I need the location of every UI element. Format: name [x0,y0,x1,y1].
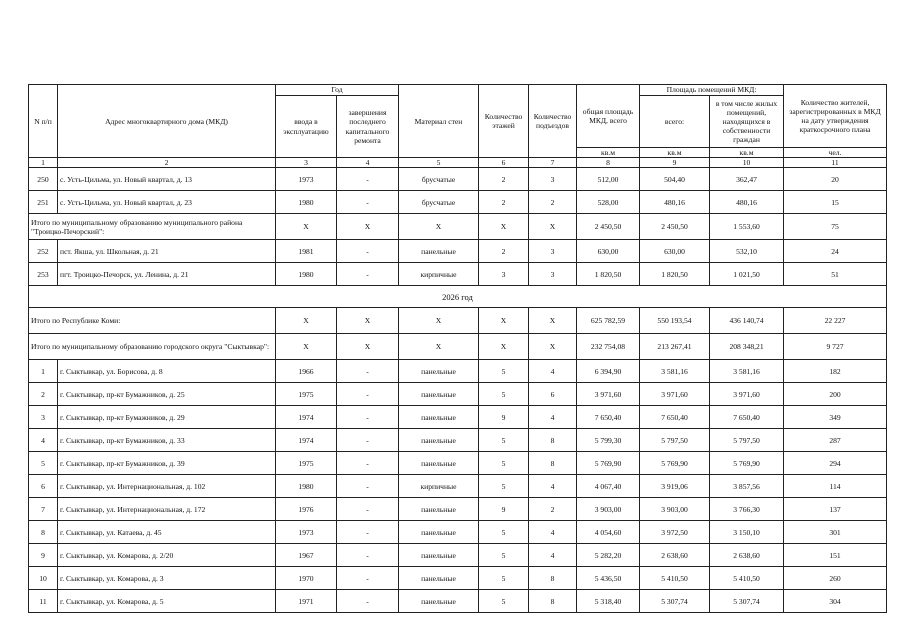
section-year-row [29,286,887,308]
cell-y1: 1974 [276,429,337,452]
cell-x: X [276,334,337,360]
cell-wall: панельные [399,383,479,406]
table-row [29,429,887,452]
cell-x: X [529,214,577,240]
subtotal-row [29,308,887,334]
cell-res: 137 [784,498,887,521]
cell-res: 51 [784,263,887,286]
table-row [29,498,887,521]
cell-wall: брусчатые [399,168,479,191]
cell-area: 2 450,50 [577,214,640,240]
cell-y2: - [337,475,399,498]
cell-y2: - [337,360,399,383]
cell-res: 151 [784,544,887,567]
cell-res: 114 [784,475,887,498]
cell-n: 7 [29,498,58,521]
cell-addr: г. Сыктывкар, ул. Комарова, д. 3 [58,567,276,590]
column-number: 2 [58,158,276,168]
cell-x: X [529,334,577,360]
table-row [29,475,887,498]
cell-y1: 1981 [276,240,337,263]
cell-en: 4 [529,360,577,383]
cell-fl: 2 [479,168,529,191]
cell-all: 7 650,40 [640,406,710,429]
cell-addr: г. Сыктывкар, ул. Комарова, д. 2/20 [58,544,276,567]
table-row [29,521,887,544]
cell-n: 8 [29,521,58,544]
cell-all: 630,00 [640,240,710,263]
cell-area: 5 769,90 [577,452,640,475]
cell-priv: 532,10 [710,240,784,263]
column-number: 9 [640,158,710,168]
subtotal-label: Итого по муниципальному образованию городского округа "Сыктывкар": [29,334,276,360]
cell-all: 3 903,00 [640,498,710,521]
cell-area: 3 903,00 [577,498,640,521]
cell-addr: пгт. Троицко-Печорск, ул. Ленина, д. 21 [58,263,276,286]
cell-n: 253 [29,263,58,286]
cell-x: X [276,214,337,240]
cell-x: X [529,308,577,334]
cell-y1: 1980 [276,191,337,214]
column-number: 7 [529,158,577,168]
cell-y1: 1975 [276,452,337,475]
cell-all: 2 450,50 [640,214,710,240]
cell-wall: панельные [399,360,479,383]
cell-x: X [399,308,479,334]
cell-priv: 3 766,30 [710,498,784,521]
table-row [29,383,887,406]
cell-area: 4 067,40 [577,475,640,498]
cell-en: 8 [529,452,577,475]
cell-addr: г. Сыктывкар, ул. Катаева, д. 45 [58,521,276,544]
cell-x: X [399,214,479,240]
table-row [29,406,887,429]
cell-fl: 5 [479,590,529,613]
cell-wall: панельные [399,406,479,429]
subtotal-row [29,334,887,360]
cell-area: 3 971,60 [577,383,640,406]
cell-y1: 1980 [276,263,337,286]
unit-people: чел. [784,148,887,158]
cell-y1: 1975 [276,383,337,406]
cell-addr: с. Усть-Цильма, ул. Новый квартал, д. 13 [58,168,276,191]
cell-x: X [479,334,529,360]
cell-y1: 1973 [276,168,337,191]
cell-addr: г. Сыктывкар, ул. Комарова, д. 5 [58,590,276,613]
cell-wall: брусчатые [399,191,479,214]
cell-all: 5 410,50 [640,567,710,590]
cell-y2: - [337,429,399,452]
cell-n: 252 [29,240,58,263]
cell-addr: г. Сыктывкар, ул. Интернациональная, д. 172 [58,498,276,521]
column-number: 10 [710,158,784,168]
cell-y2: - [337,567,399,590]
cell-area: 512,00 [577,168,640,191]
cell-all: 3 581,16 [640,360,710,383]
cell-en: 3 [529,240,577,263]
cell-n: 5 [29,452,58,475]
section-year-title: 2026 год [29,286,887,308]
cell-en: 8 [529,590,577,613]
column-number: 8 [577,158,640,168]
cell-priv: 2 638,60 [710,544,784,567]
cell-n: 250 [29,168,58,191]
cell-y2: - [337,452,399,475]
unit-sqm: кв.м [710,148,784,158]
column-number: 11 [784,158,887,168]
table-body [29,168,887,613]
cell-all: 5 769,90 [640,452,710,475]
cell-area: 5 282,20 [577,544,640,567]
cell-fl: 5 [479,383,529,406]
cell-addr: пст. Якша, ул. Школьная, д. 21 [58,240,276,263]
column-number: 4 [337,158,399,168]
cell-wall: панельные [399,521,479,544]
cell-area: 232 754,08 [577,334,640,360]
cell-en: 4 [529,544,577,567]
cell-res: 301 [784,521,887,544]
cell-en: 8 [529,567,577,590]
cell-y1: 1973 [276,521,337,544]
cell-res: 260 [784,567,887,590]
cell-y2: - [337,521,399,544]
cell-res: 200 [784,383,887,406]
cell-addr: г. Сыктывкар, пр-кт Бумажников, д. 29 [58,406,276,429]
cell-wall: панельные [399,240,479,263]
cell-y2: - [337,406,399,429]
cell-fl: 2 [479,191,529,214]
column-number: 3 [276,158,337,168]
cell-n: 6 [29,475,58,498]
cell-res: 24 [784,240,887,263]
cell-priv: 3 581,16 [710,360,784,383]
cell-y2: - [337,168,399,191]
cell-area: 6 394,90 [577,360,640,383]
cell-en: 4 [529,521,577,544]
cell-fl: 5 [479,521,529,544]
cell-wall: панельные [399,429,479,452]
cell-y1: 1976 [276,498,337,521]
cell-wall: кирпичные [399,263,479,286]
subtotal-row [29,214,887,240]
cell-area: 5 799,30 [577,429,640,452]
table-header [29,85,887,168]
cell-y2: - [337,544,399,567]
cell-area: 625 782,59 [577,308,640,334]
cell-y2: - [337,383,399,406]
cell-y1: 1966 [276,360,337,383]
cell-wall: панельные [399,544,479,567]
cell-priv: 5 410,50 [710,567,784,590]
cell-area: 528,00 [577,191,640,214]
col-number-header: N п/п [29,85,58,158]
cell-n: 2 [29,383,58,406]
cell-res: 349 [784,406,887,429]
cell-priv: 3 971,60 [710,383,784,406]
cell-res: 22 227 [784,308,887,334]
table-row [29,168,887,191]
cell-y2: - [337,191,399,214]
cell-res: 294 [784,452,887,475]
cell-fl: 5 [479,567,529,590]
cell-res: 15 [784,191,887,214]
table-row [29,544,887,567]
cell-en: 4 [529,475,577,498]
cell-wall: панельные [399,498,479,521]
cell-n: 9 [29,544,58,567]
col-year-header: Год [276,85,399,96]
col-entrances-header: Количество подъездов [529,85,577,158]
column-numbers-row [29,158,887,168]
cell-en: 2 [529,498,577,521]
table-row [29,263,887,286]
cell-priv: 480,16 [710,191,784,214]
cell-priv: 362,47 [710,168,784,191]
cell-all: 3 971,60 [640,383,710,406]
cell-en: 8 [529,429,577,452]
table-row [29,590,887,613]
cell-y1: 1980 [276,475,337,498]
col-premises-private-header: в том числе жилых помещений, находящихся в собственности граждан [710,96,784,148]
cell-x: X [479,308,529,334]
cell-x: X [337,214,399,240]
cell-area: 1 820,50 [577,263,640,286]
cell-addr: г. Сыктывкар, ул. Борисова, д. 8 [58,360,276,383]
cell-all: 550 193,54 [640,308,710,334]
cell-all: 480,16 [640,191,710,214]
cell-priv: 5 769,90 [710,452,784,475]
cell-res: 9 727 [784,334,887,360]
cell-all: 504,40 [640,168,710,191]
cell-en: 2 [529,191,577,214]
cell-area: 5 318,40 [577,590,640,613]
cell-wall: панельные [399,590,479,613]
table-row [29,452,887,475]
cell-priv: 436 140,74 [710,308,784,334]
cell-priv: 3 857,56 [710,475,784,498]
cell-wall: панельные [399,452,479,475]
cell-x: X [399,334,479,360]
cell-n: 11 [29,590,58,613]
table-row [29,240,887,263]
cell-fl: 5 [479,475,529,498]
cell-fl: 9 [479,498,529,521]
column-number: 5 [399,158,479,168]
subtotal-label: Итого по муниципальному образованию муниципального района "Троицко-Печорский": [29,214,276,240]
cell-fl: 3 [479,263,529,286]
table-row [29,191,887,214]
cell-priv: 3 150,10 [710,521,784,544]
cell-all: 213 267,41 [640,334,710,360]
cell-x: X [479,214,529,240]
cell-priv: 5 797,50 [710,429,784,452]
cell-y1: 1971 [276,590,337,613]
cell-en: 3 [529,168,577,191]
cell-y1: 1974 [276,406,337,429]
unit-sqm: кв.м [640,148,710,158]
cell-fl: 5 [479,429,529,452]
cell-res: 75 [784,214,887,240]
cell-all: 3 919,06 [640,475,710,498]
cell-en: 3 [529,263,577,286]
cell-priv: 1 021,50 [710,263,784,286]
cell-y2: - [337,590,399,613]
cell-n: 10 [29,567,58,590]
table-row [29,360,887,383]
cell-fl: 5 [479,452,529,475]
cell-priv: 5 307,74 [710,590,784,613]
col-year-commission-header: ввода в эксплуатацию [276,96,337,158]
cell-all: 5 797,50 [640,429,710,452]
cell-addr: г. Сыктывкар, пр-кт Бумажников, д. 39 [58,452,276,475]
cell-res: 304 [784,590,887,613]
cell-addr: г. Сыктывкар, пр-кт Бумажников, д. 25 [58,383,276,406]
cell-all: 3 972,50 [640,521,710,544]
cell-fl: 2 [479,240,529,263]
cell-y1: 1970 [276,567,337,590]
cell-fl: 9 [479,406,529,429]
col-residents-header: Количество жителей, зарегистрированных в МКД на дату утверждения краткосрочного плана [784,85,887,148]
cell-res: 287 [784,429,887,452]
cell-x: X [276,308,337,334]
cell-all: 2 638,60 [640,544,710,567]
cell-area: 7 650,40 [577,406,640,429]
cell-y2: - [337,263,399,286]
cell-all: 5 307,74 [640,590,710,613]
cell-y2: - [337,240,399,263]
cell-area: 5 436,50 [577,567,640,590]
cell-n: 3 [29,406,58,429]
cell-y2: - [337,498,399,521]
col-premises-all-header: всего: [640,96,710,148]
column-number: 1 [29,158,58,168]
column-number: 6 [479,158,529,168]
cell-area: 4 054,60 [577,521,640,544]
cell-priv: 7 650,40 [710,406,784,429]
col-year-repair-header: завершения последнего капитального ремонта [337,96,399,158]
cell-en: 6 [529,383,577,406]
cell-en: 4 [529,406,577,429]
cell-y1: 1967 [276,544,337,567]
cell-n: 1 [29,360,58,383]
cell-x: X [337,334,399,360]
cell-fl: 5 [479,360,529,383]
col-total-area-header: общая площадь МКД, всего [577,85,640,148]
cell-priv: 1 553,60 [710,214,784,240]
cell-addr: с. Усть-Цильма, ул. Новый квартал, д. 23 [58,191,276,214]
cell-addr: г. Сыктывкар, ул. Интернациональная, д. 102 [58,475,276,498]
cell-wall: кирпичные [399,475,479,498]
cell-fl: 5 [479,544,529,567]
col-address-header: Адрес многоквартирного дома (МКД) [58,85,276,158]
cell-n: 251 [29,191,58,214]
cell-addr: г. Сыктывкар, пр-кт Бумажников, д. 33 [58,429,276,452]
housing-register-table [28,84,887,613]
cell-all: 1 820,50 [640,263,710,286]
cell-res: 182 [784,360,887,383]
cell-x: X [337,308,399,334]
cell-area: 630,00 [577,240,640,263]
col-floors-header: Количество этажей [479,85,529,158]
table-row [29,567,887,590]
cell-res: 20 [784,168,887,191]
cell-priv: 208 348,21 [710,334,784,360]
unit-sqm: кв.м [577,148,640,158]
col-premises-header: Площадь помещений МКД: [640,85,784,96]
cell-n: 4 [29,429,58,452]
cell-wall: панельные [399,567,479,590]
subtotal-label: Итого по Республике Коми: [29,308,276,334]
col-wall-header: Материал стен [399,85,479,158]
